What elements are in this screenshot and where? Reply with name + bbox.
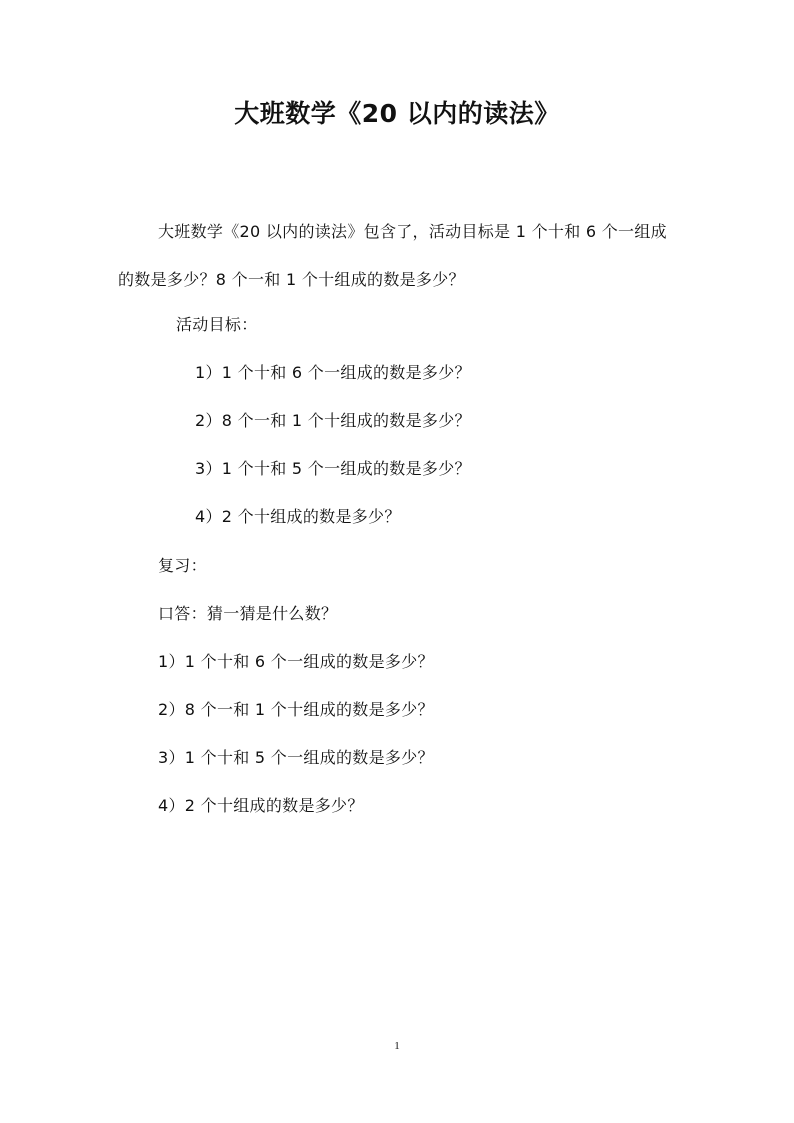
oral-answer-line: 口答：猜一猜是什么数？ [158,604,338,623]
goal-item-4: 4）2 个十组成的数是多少？ [195,507,401,526]
review-item-4: 4）2 个十组成的数是多少？ [158,796,364,815]
goals-heading: 活动目标： [176,315,258,334]
document-title: 大班数学《20 以内的读法》 [234,99,560,128]
review-item-1: 1）1 个十和 6 个一组成的数是多少？ [158,652,434,671]
page-number: 1 [394,1040,400,1052]
review-item-3: 3）1 个十和 5 个一组成的数是多少？ [158,748,434,767]
review-item-2: 2）8 个一和 1 个十组成的数是多少？ [158,700,434,719]
goal-item-3: 3）1 个十和 5 个一组成的数是多少？ [195,459,471,478]
intro-paragraph: 大班数学《20 以内的读法》包含了，活动目标是 1 个十和 6 个一组成的数是多少？8 个一和 1 个十组成的数是多少？ [118,222,667,289]
review-heading: 复习： [158,556,207,575]
goal-item-1: 1）1 个十和 6 个一组成的数是多少？ [195,363,471,382]
goal-item-2: 2）8 个一和 1 个十组成的数是多少？ [195,411,471,430]
